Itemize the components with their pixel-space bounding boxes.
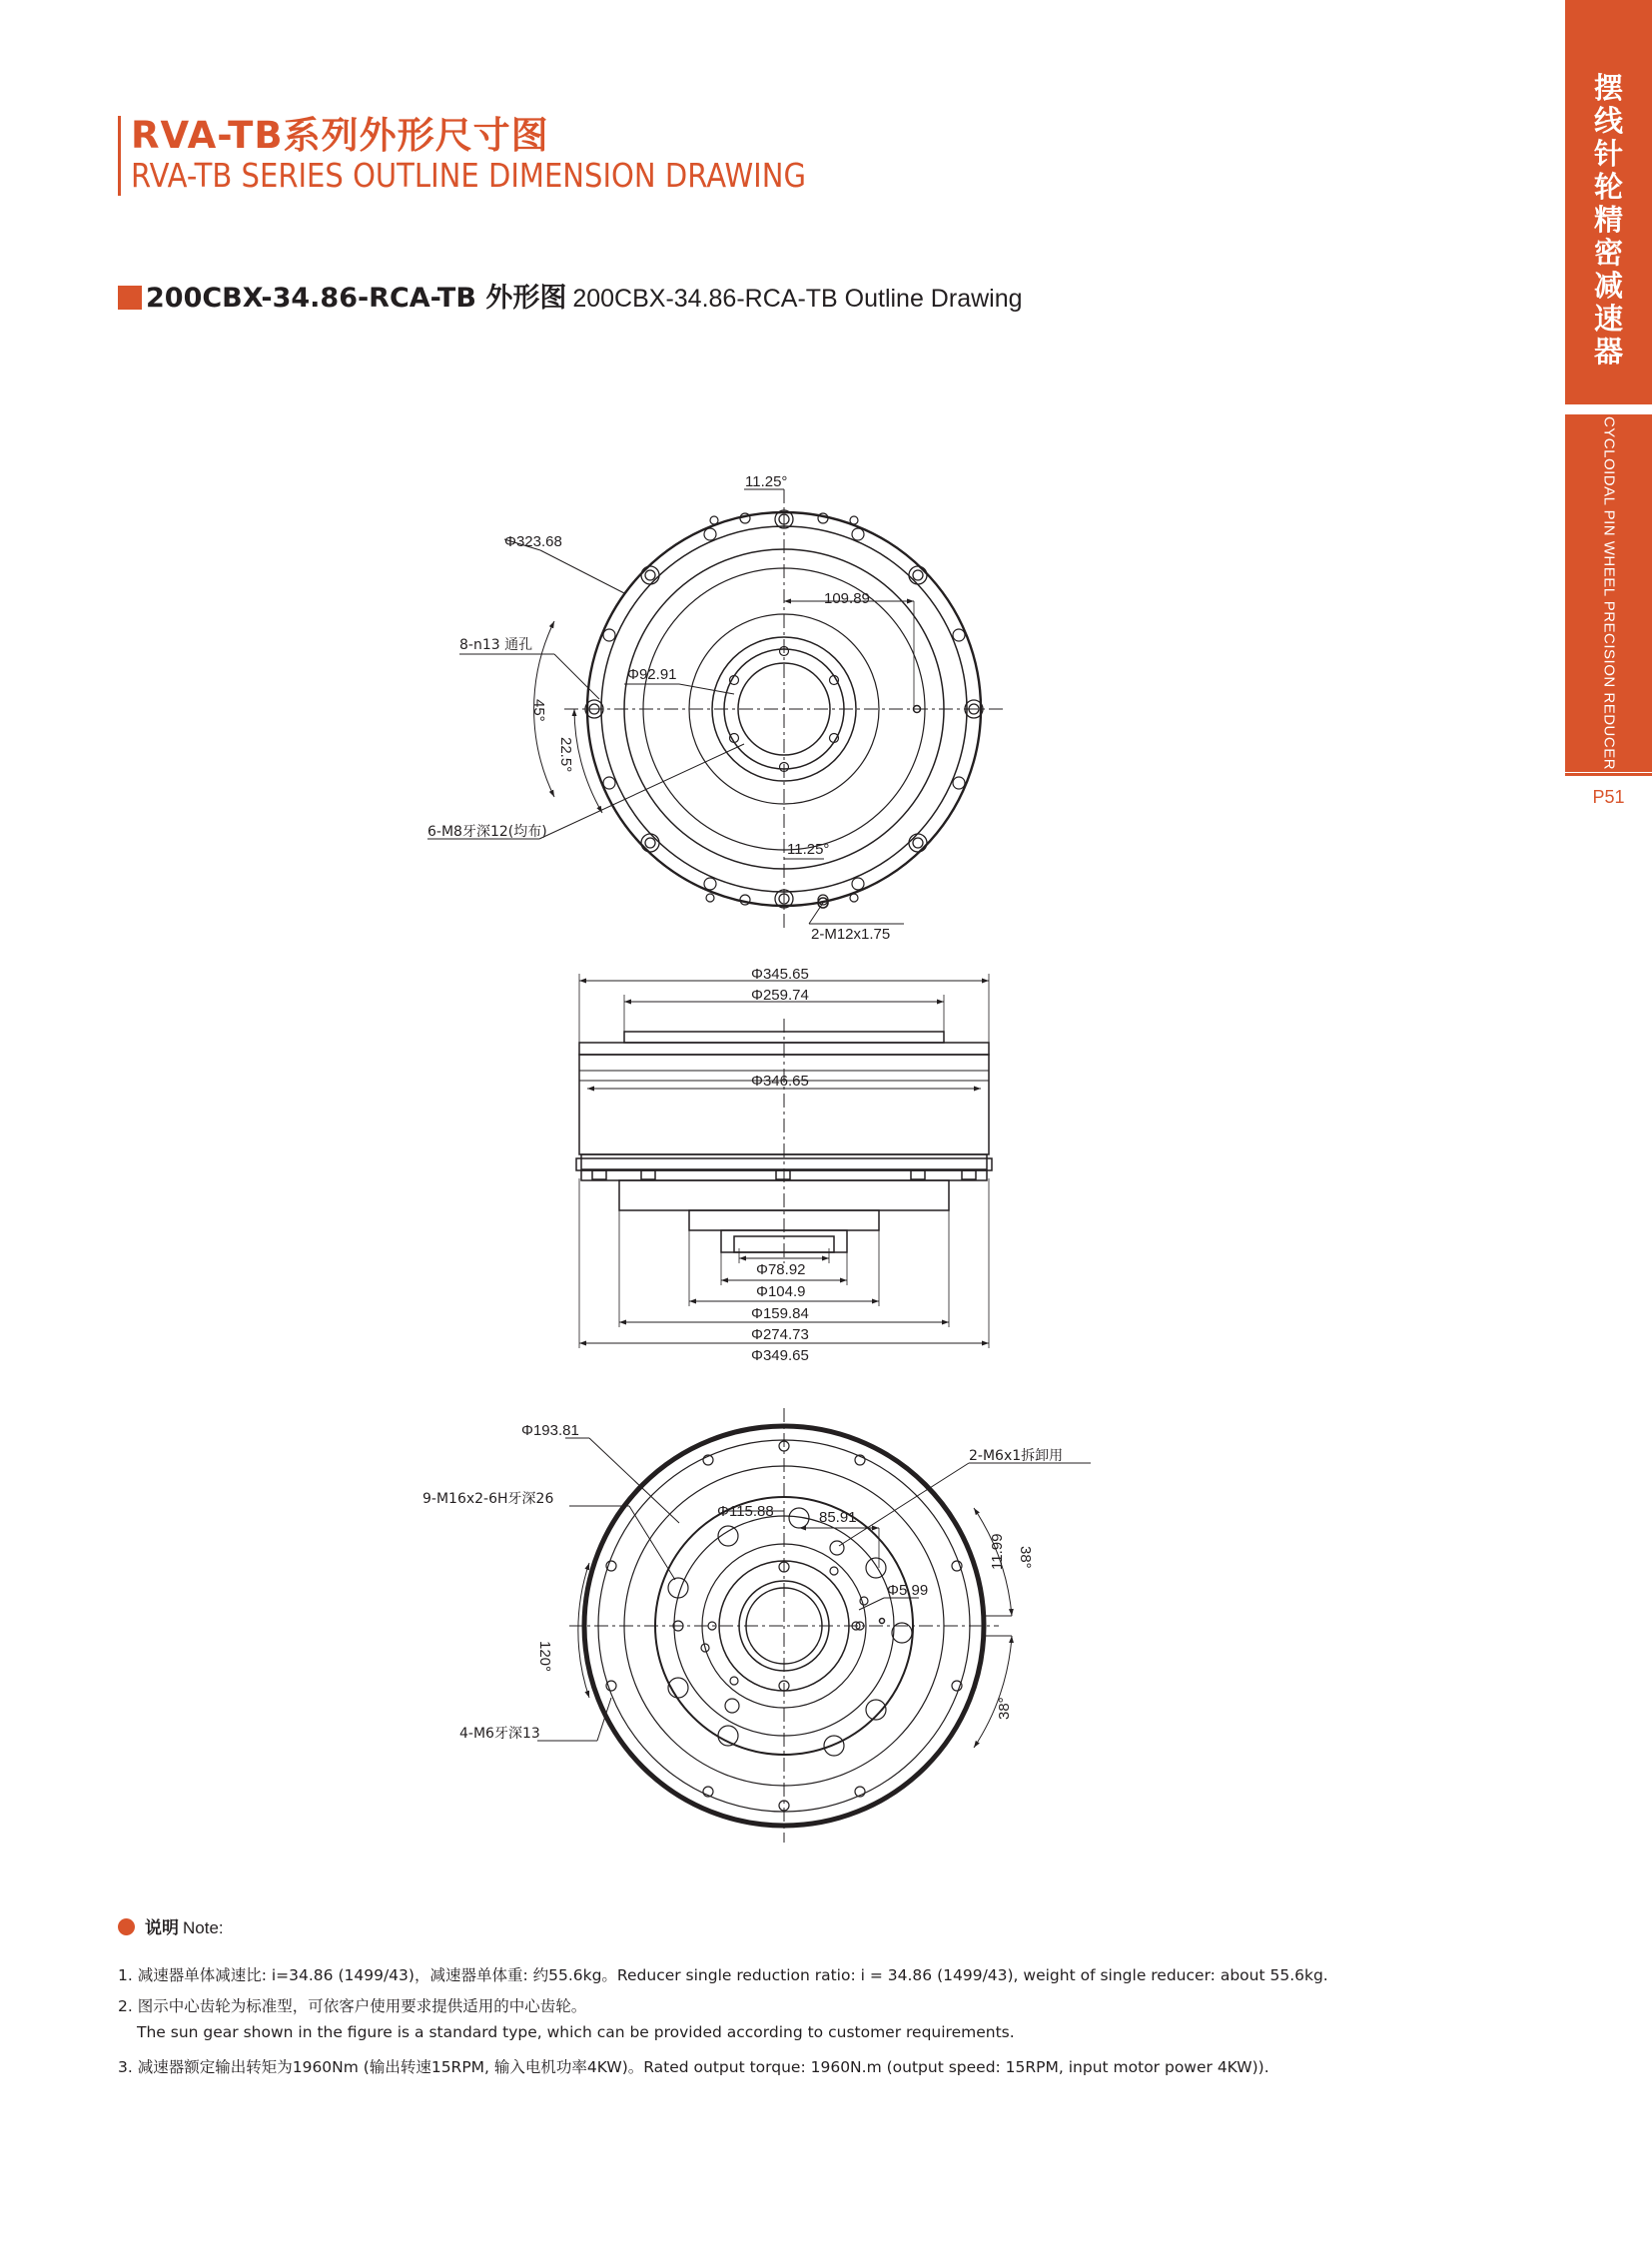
label-d78: Φ78.92: [756, 1261, 806, 1278]
label-d104: Φ104.9: [756, 1283, 806, 1300]
label-8n13: 8-n13 通孔: [459, 637, 533, 653]
side-title-en-text: CYCLOIDAL PIN WHEEL PRECISION REDUCER: [1600, 415, 1617, 771]
side-char: 密: [1593, 236, 1623, 270]
label-d5: Φ5.99: [887, 1582, 929, 1599]
label-38a: 38°: [1017, 1546, 1034, 1569]
leader-92: [679, 684, 734, 694]
label-angle-bottom: 11.25°: [787, 841, 830, 858]
label-85: 85.91: [819, 1509, 857, 1526]
leader-m12: [809, 903, 823, 924]
side-char: 器: [1593, 335, 1623, 369]
bullet-icon: [118, 1918, 135, 1935]
side-char: 针: [1593, 137, 1623, 171]
label-11: 11.99: [989, 1533, 1006, 1570]
bottom-pin-hole: [880, 1619, 885, 1624]
notes-heading-en: Note:: [183, 1918, 224, 1937]
label-109: 109.89: [824, 590, 870, 607]
label-m12: 2-M12x1.75: [811, 926, 891, 943]
page-number: P51: [1592, 787, 1625, 807]
bottom-view: [537, 1408, 1091, 1843]
side-char: 精: [1593, 203, 1623, 237]
label-38b: 38°: [996, 1697, 1013, 1720]
page-title-en: RVA-TB SERIES OUTLINE DIMENSION DRAWING: [131, 156, 806, 195]
label-d323: Φ323.68: [504, 533, 562, 550]
side-char: 摆: [1593, 71, 1623, 105]
label-d115: Φ115.88: [717, 1503, 774, 1520]
leader-193: [589, 1438, 679, 1523]
label-d346: Φ346.65: [751, 1073, 809, 1090]
note-line-4: 3. 减速器额定输出转矩为1960Nm (输出转速15RPM, 输入电机功率4KW)。Rated output torque: 1960N.m (output speed: 15RPM, input motor power 4KW)).: [118, 2058, 1269, 2076]
label-m6: 4-M6牙深13: [459, 1726, 540, 1742]
model-title-cn: 200CBX-34.86-RCA-TB 外形图: [146, 283, 567, 314]
bottom-m16-holes: [668, 1508, 912, 1756]
side-labels: [751, 966, 809, 1364]
page-title-cn: RVA-TB系列外形尺寸图: [131, 114, 549, 157]
top-labels: [427, 473, 890, 943]
leader-m6-remove: [839, 1463, 969, 1546]
label-d349: Φ349.65: [751, 1347, 809, 1364]
note-line-3: The sun gear shown in the figure is a standard type, which can be provided according to customer requirements.: [137, 2023, 1015, 2041]
label-45: 45°: [530, 699, 547, 722]
label-m8: 6-M8牙深12(均布): [427, 824, 547, 840]
label-d193: Φ193.81: [521, 1422, 579, 1439]
notes-heading-cn: 说明: [145, 1918, 179, 1938]
notes-heading: [118, 1913, 224, 1938]
leader-323: [540, 550, 624, 593]
label-m16: 9-M16x2-6H牙深26: [422, 1491, 554, 1507]
label-120: 120°: [536, 1641, 553, 1673]
label-22: 22.5°: [557, 737, 574, 773]
note-line-2: 2. 图示中心齿轮为标准型，可依客户使用要求提供适用的中心齿轮。: [118, 1997, 587, 2015]
label-m6-remove: 2-M6x1拆卸用: [969, 1448, 1064, 1464]
label-d274: Φ274.73: [751, 1326, 809, 1343]
side-char: 减: [1593, 269, 1623, 303]
label-d345: Φ345.65: [751, 966, 809, 983]
leader-m16: [629, 1506, 675, 1580]
side-char: 线: [1593, 104, 1623, 138]
label-d259: Φ259.74: [751, 987, 809, 1004]
top-view: [427, 489, 1004, 929]
bottom-labels: [422, 1422, 1063, 1742]
label-d92: Φ92.91: [627, 666, 677, 683]
side-char: 轮: [1593, 170, 1623, 204]
note-line-1: 1. 减速器单体减速比: i=34.86 (1499/43)，减速器单体重: 约55.6kg。Reducer single reduction ratio: i = 34.86 (1499/43), weight of single reducer: about 55.6kg.: [118, 1966, 1328, 1984]
label-angle-top: 11.25°: [745, 473, 788, 490]
label-d159: Φ159.84: [751, 1305, 809, 1322]
side-char: 速: [1593, 302, 1623, 336]
model-title-en: 200CBX-34.86-RCA-TB Outline Drawing: [572, 285, 1023, 313]
